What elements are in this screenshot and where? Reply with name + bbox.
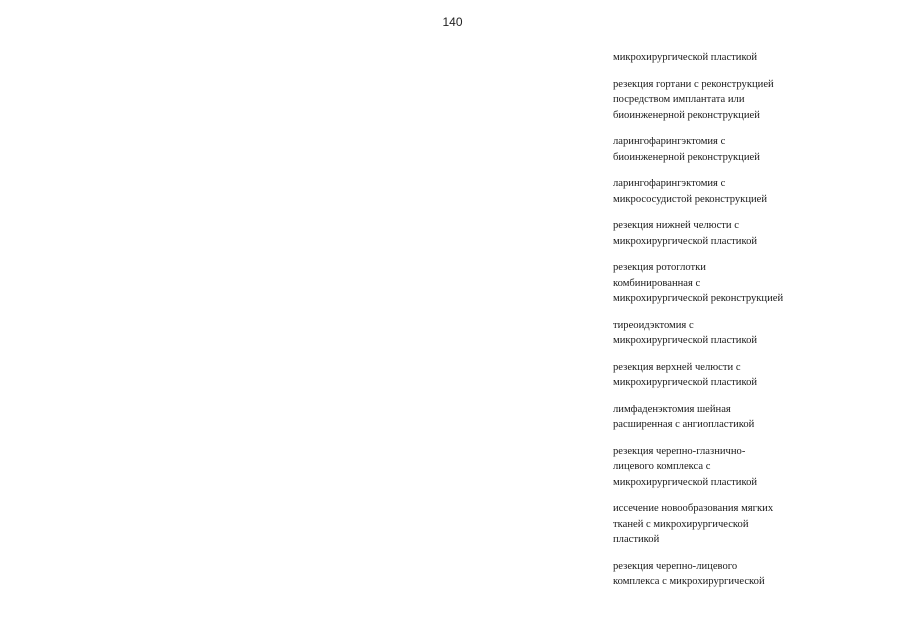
entry-line: биоинженерной реконструкцией	[613, 151, 760, 163]
entry-line: микрососудистой реконструкцией	[613, 193, 768, 205]
list-item	[613, 318, 898, 349]
entry-line: микрохирургической реконструкцией	[613, 293, 784, 304]
entry-line: микрохирургической пластикой	[613, 235, 758, 247]
list-item	[613, 134, 898, 165]
entry-line: резекция гортани с реконструкцией	[613, 78, 774, 90]
list-item	[613, 501, 898, 548]
list-item	[613, 50, 898, 66]
page-number: 140	[442, 15, 463, 29]
list-item	[613, 360, 898, 391]
list-item	[613, 444, 898, 491]
entry-line: комбинированная с	[613, 277, 701, 289]
entry-line: лимфаденэктомия шейная	[613, 403, 731, 415]
list-item	[613, 77, 898, 124]
entry-line: микрохирургической пластикой	[613, 335, 758, 346]
list-item	[613, 260, 898, 307]
entry-line: расширенная с ангиопластикой	[613, 419, 755, 430]
entry-line: резекция ротоглотки	[613, 262, 706, 273]
entry-line: лицевого комплекса с	[613, 461, 711, 472]
entry-line: комплекса с микрохирургической	[613, 576, 765, 587]
entry-line: резекция черепно-лицевого	[613, 560, 738, 572]
list-item	[613, 559, 898, 590]
list-item	[613, 402, 898, 433]
procedure-list	[613, 50, 898, 601]
entry-line: резекция нижней челюсти с	[613, 220, 739, 231]
entry-line: микрохирургической пластикой	[613, 377, 758, 388]
entry-line: пластикой	[613, 534, 660, 545]
entry-line: ларингофарингэктомия с	[613, 178, 726, 189]
entry-line: тканей с микрохирургической	[613, 518, 749, 530]
entry-line: резекция верхней челюсти с	[613, 361, 741, 373]
entry-line: ларингофарингэктомия с	[613, 136, 726, 147]
list-item	[613, 176, 898, 207]
entry-line: тиреоидэктомия с	[613, 319, 694, 331]
entry-line: посредством имплантата или	[613, 94, 745, 105]
entry-line: биоинженерной реконструкцией	[613, 109, 760, 121]
entry-line: иссечение новообразования мягких	[613, 503, 774, 514]
entry-line: резекция черепно-глазнично-	[613, 445, 746, 457]
entry-line: микрохирургической пластикой	[613, 52, 758, 63]
list-item	[613, 218, 898, 249]
entry-line: микрохирургической пластикой	[613, 476, 758, 488]
